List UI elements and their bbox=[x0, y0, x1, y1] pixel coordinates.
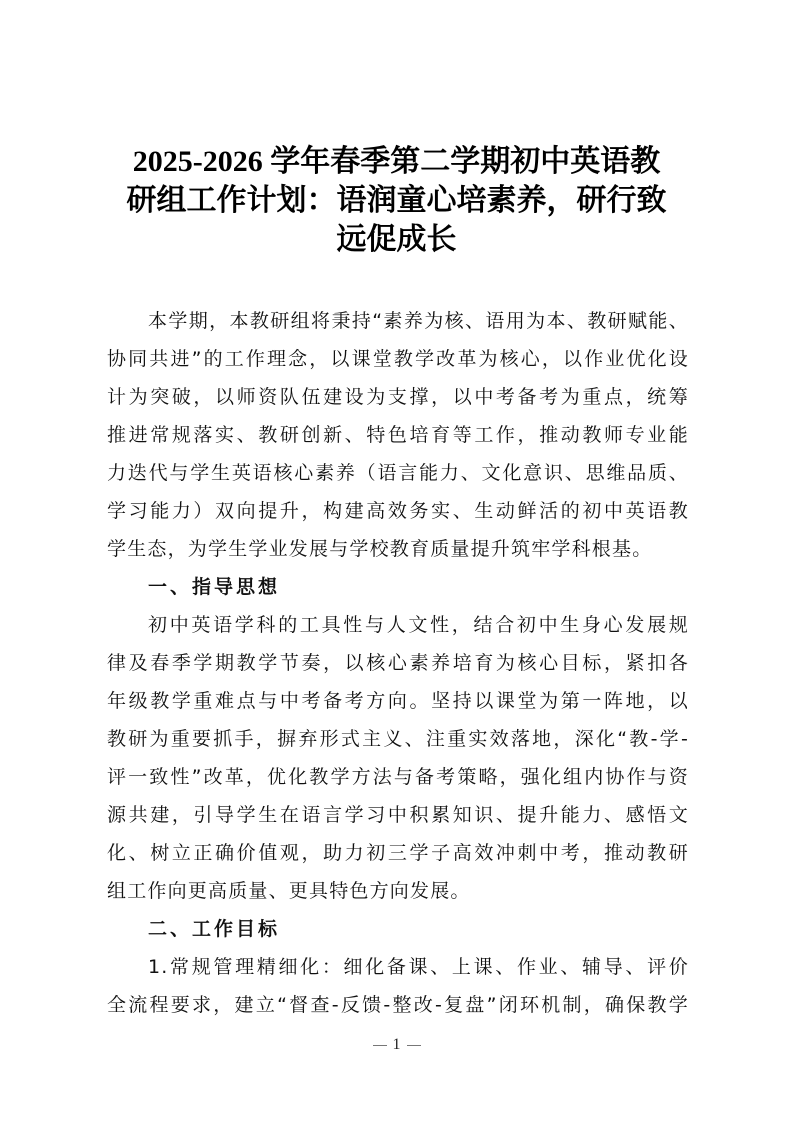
text-line: 律及春季学期教学节奏，以核心素养培育为核心目标，紧扣各 bbox=[107, 652, 689, 674]
text-line: 协同共进”的工作理念，以课堂教学改革为核心，以作业优化设 bbox=[107, 348, 689, 370]
text-line: 评一致性”改革，优化教学方法与备考策略，强化组内协作与资 bbox=[107, 766, 689, 788]
text-line: 初中英语学科的工具性与人文性，结合初中生身心发展规 bbox=[148, 614, 689, 636]
document-body bbox=[107, 302, 689, 1024]
title-line-1: 2025-2026 学年春季第二学期初中英语教 bbox=[132, 145, 661, 178]
text-line: 全流程要求，建立“督查-反馈-整改-复盘”闭环机制，确保教学 bbox=[107, 994, 689, 1016]
text-line: 力迭代与学生英语核心素养（语言能力、文化意识、思维品质、 bbox=[107, 462, 689, 484]
title-line-2: 研组工作计划：语润童心培素养，研行致 bbox=[126, 184, 667, 217]
work-goals-paragraph bbox=[107, 948, 689, 1024]
dash-decoration bbox=[373, 1045, 387, 1046]
text-line: 推进常规落实、教研创新、特色培育等工作，推动教师专业能 bbox=[107, 424, 689, 446]
page-number-value: 1 bbox=[392, 1036, 401, 1053]
text-line: 学生态，为学生学业发展与学校教育质量提升筑牢学科根基。 bbox=[107, 538, 653, 560]
text-line: 计为突破，以师资队伍建设为支撑，以中考备考为重点，统筹 bbox=[107, 386, 689, 408]
document-title bbox=[100, 142, 693, 259]
text-line: 源共建，引导学生在语言学习中积累知识、提升能力、感悟文 bbox=[107, 804, 689, 826]
section-heading-work-goals: 二、工作目标 bbox=[148, 918, 281, 940]
text-line: 化、树立正确价值观，助力初三学子高效冲刺中考，推动教研 bbox=[107, 842, 689, 864]
text-line: 组工作向更高质量、更具特色方向发展。 bbox=[107, 880, 471, 902]
text-line: 1.常规管理精细化：细化备课、上课、作业、辅导、评价 bbox=[148, 956, 689, 978]
text-line: 本学期，本教研组将秉持“素养为核、语用为本、教研赋能、 bbox=[148, 310, 689, 332]
text-line: 年级教学重难点与中考备考方向。坚持以课堂为第一阵地，以 bbox=[107, 690, 689, 712]
text-line: 教研为重要抓手，摒弃形式主义、注重实效落地，深化“教-学- bbox=[107, 728, 689, 750]
text-line: 学习能力）双向提升，构建高效务实、生动鲜活的初中英语教 bbox=[107, 500, 689, 522]
page-number bbox=[0, 1036, 793, 1054]
title-line-3: 远促成长 bbox=[336, 223, 457, 256]
dash-decoration bbox=[407, 1045, 421, 1046]
section-heading-guiding-ideology: 一、指导思想 bbox=[148, 576, 281, 598]
intro-paragraph bbox=[107, 302, 689, 568]
guiding-ideology-paragraph bbox=[107, 606, 689, 910]
